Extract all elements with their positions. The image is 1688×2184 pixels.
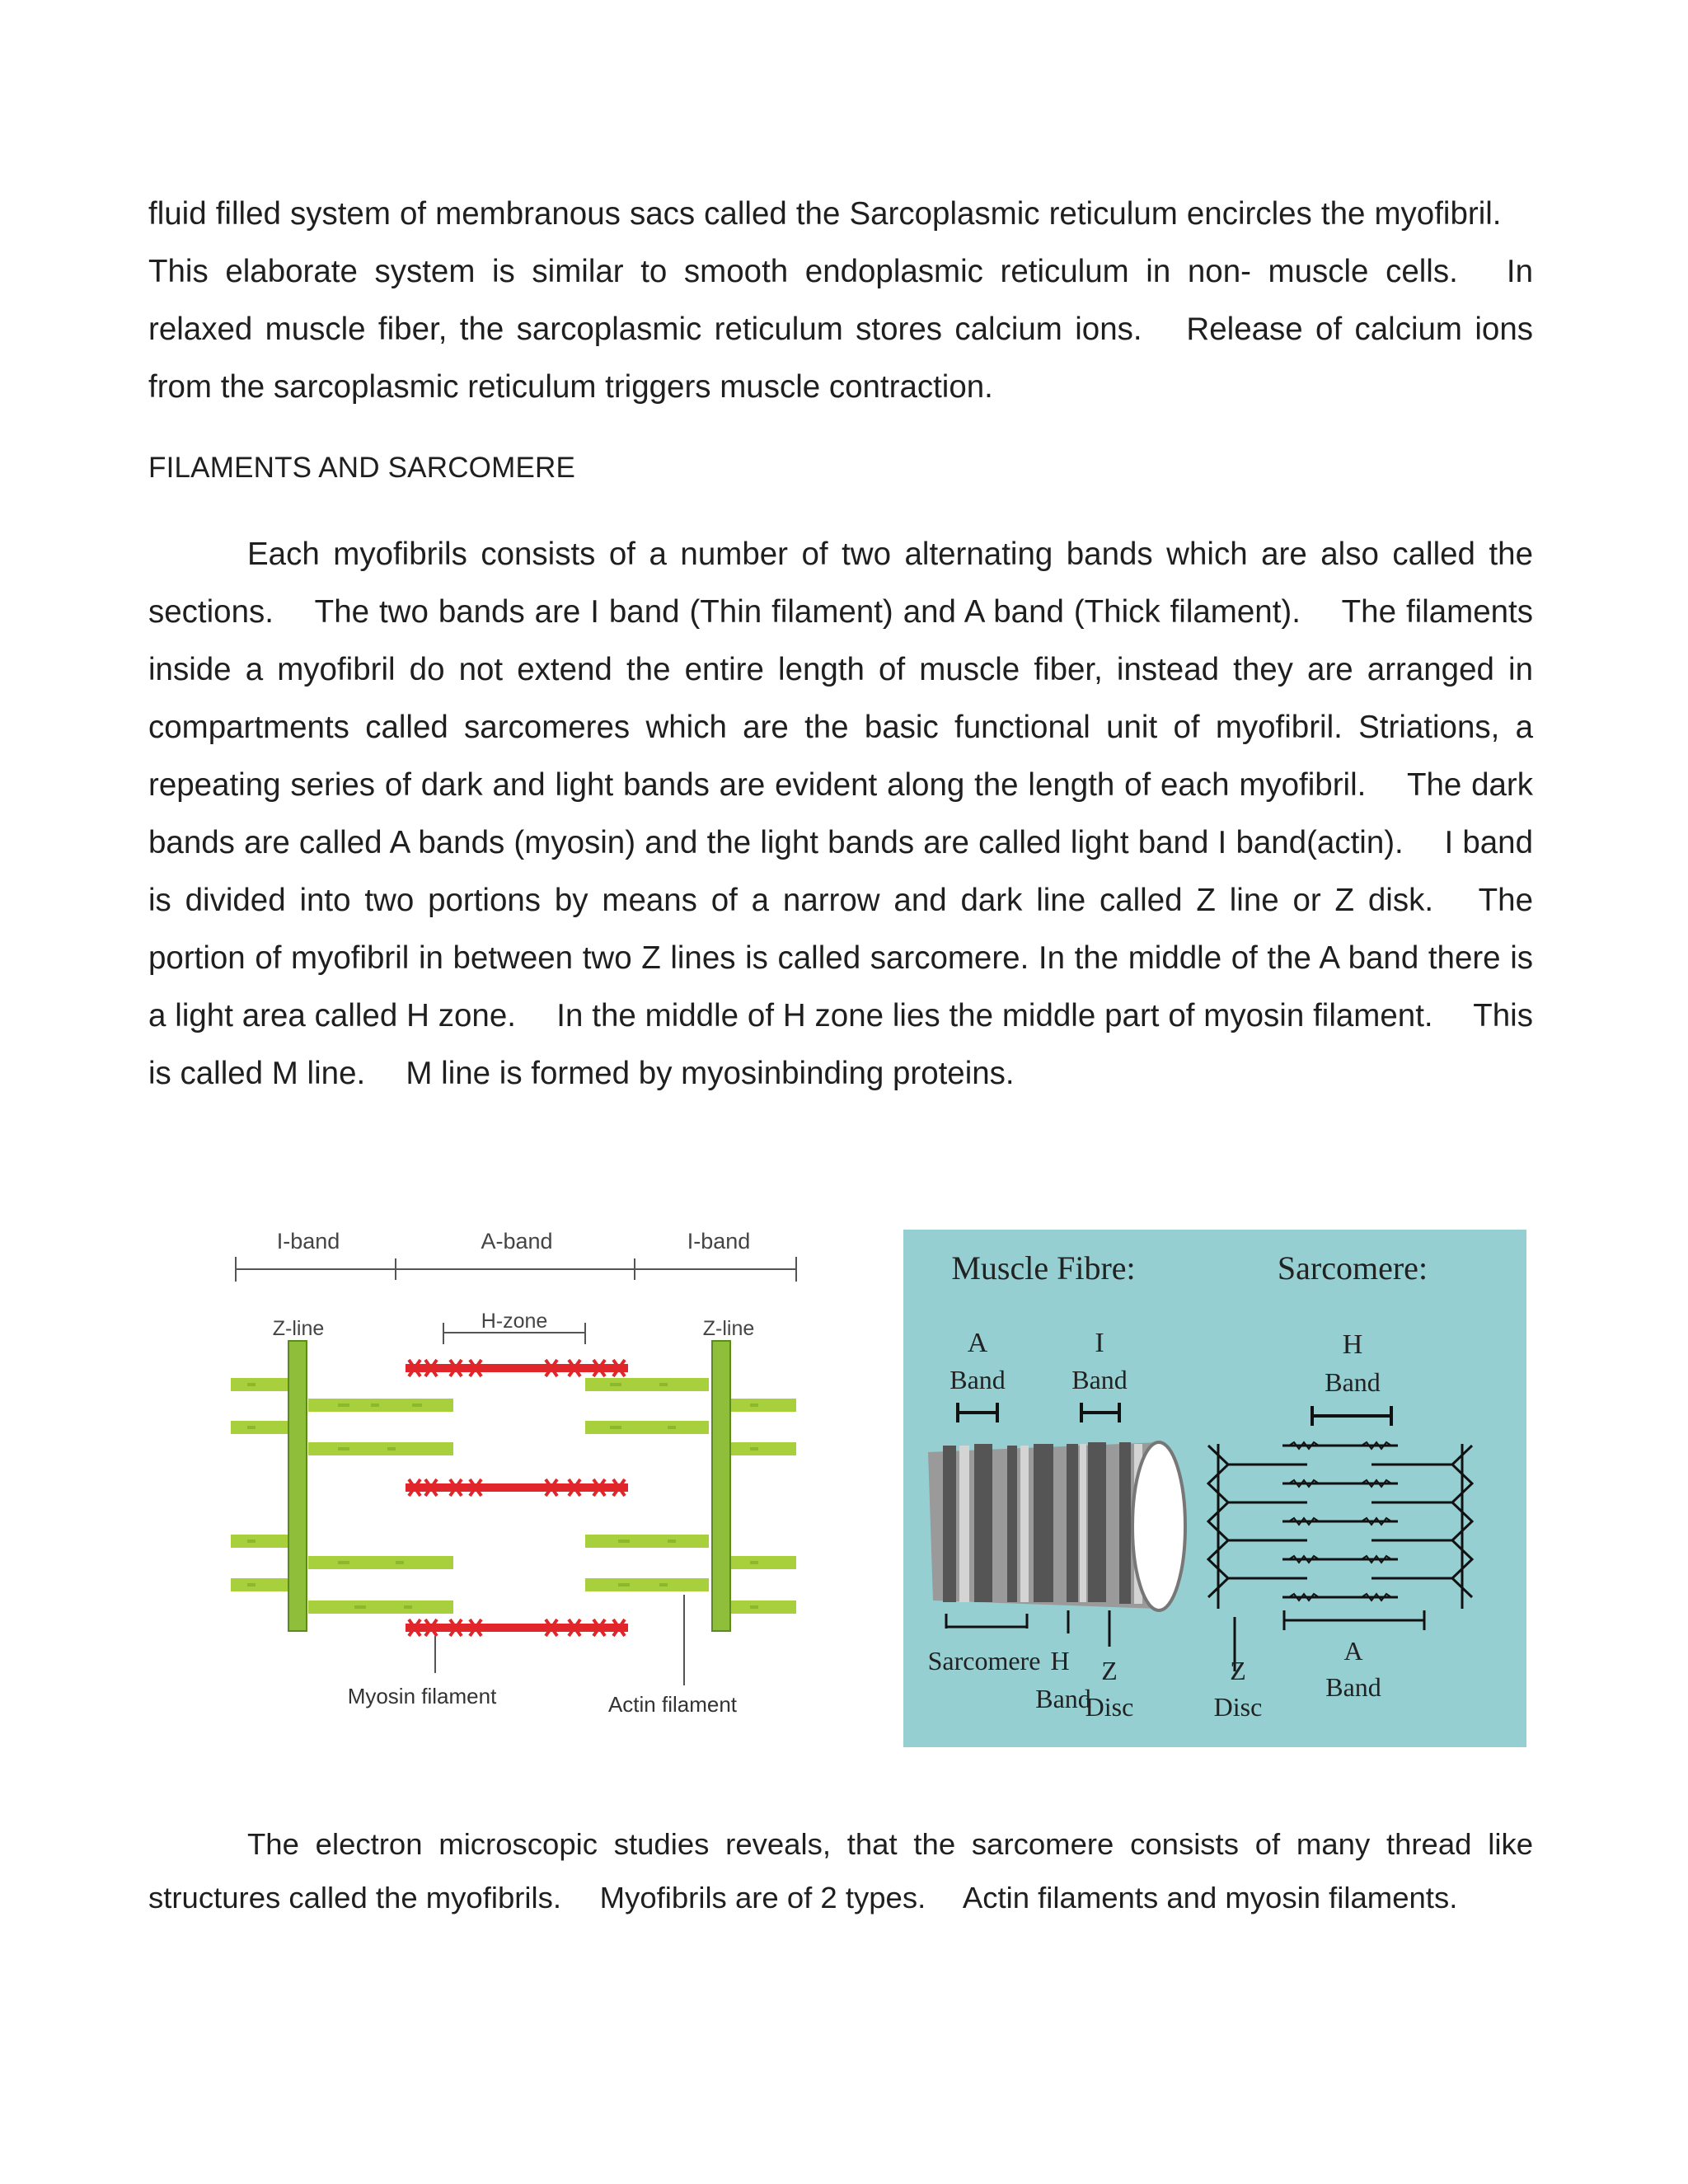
sarcomere-label: Sarcomere [927,1646,1041,1675]
paragraph-electron-microscopic: The electron microscopic studies reveals, that the sarcomere consists of many thread like structures called the myofibrils. Myofibrils are of 2 types. Actin filaments and myosin filaments. [148,1827,1533,1915]
paragraph-filaments-sarcomere: Each myofibrils consists of a number of two alternating bands which are also called the sections. The two bands are I band (Thin filament) and A band (Thick filament). The filaments inside a myofibril do not extend the entire length of muscle fiber, instead they are arranged in compartments called sarcomeres which are the basic functional unit of myofibril. Striations, a repeating series of dark and light bands are evident along the length of each myofibril. The dark bands are called A bands (myosin) and the light bands are called light band I band(actin). I band is divided into two portions by means of a narrow and dark line called Z line or Z disk. The portion of myofibril in between two Z lines is called sarcomere. In the middle of the A band there is a light area called H zone. In the middle of H zone lies the middle part of myosin filament. This is called M line. M line is formed by myosinbinding proteins. [148,537,1533,1091]
i-band-left-label: I-band [276,1229,340,1254]
z-line-left [288,1341,307,1631]
paragraph-sarcoplasmic-reticulum: fluid filled system of membranous sacs called the Sarcoplasmic reticulum encircles the myofibril. This elaborate system is similar to smooth endoplasmic reticulum in non- muscle cells. In relaxed muscle fiber, the sarcoplasmic reticulum stores calcium ions. Release of calcium ions from the sarcoplasmic reticulum triggers muscle contraction. [148,196,1533,405]
z-right-letter: Z [1230,1656,1246,1685]
disc-bottom-word: Disc [1085,1692,1134,1722]
actin-filament-label: Actin filament [607,1692,738,1717]
a-bottom-letter: A [1343,1636,1363,1666]
actin-filaments-right [585,1378,796,1614]
sarcomere-schematic-figure [223,1216,816,1727]
muscle-fibre-cylinder [928,1442,1185,1610]
muscle-fibre-sarcomere-figure [903,1230,1526,1747]
a-band-word: Band [950,1365,1006,1394]
i-band-word: Band [1071,1365,1128,1394]
i-band-right-label: I-band [687,1229,751,1254]
a-band-bottom-word: Band [1325,1672,1381,1702]
i-letter: I [1095,1328,1104,1358]
h-zone-label: H-zone [481,1310,548,1333]
sarcomere-title: Sarcomere: [1277,1249,1428,1286]
z-line-right-label: Z-line [702,1317,755,1340]
h-letter: H [1342,1329,1363,1360]
h-bottom-letter: H [1050,1646,1070,1675]
disc-right-word: Disc [1213,1692,1263,1722]
muscle-fibre-title: Muscle Fibre: [951,1249,1136,1286]
a-letter: A [967,1328,988,1358]
z-line-right [712,1341,730,1631]
a-band-label: A-band [481,1229,553,1254]
section-heading: FILAMENTS AND SARCOMERE [148,452,576,484]
h-band-bottom-word: Band [1035,1684,1091,1713]
myosin-filament-label: Myosin filament [347,1684,497,1708]
z-line-left-label: Z-line [272,1317,325,1340]
z-bottom-letter: Z [1101,1656,1118,1685]
h-band-word: Band [1325,1367,1381,1397]
